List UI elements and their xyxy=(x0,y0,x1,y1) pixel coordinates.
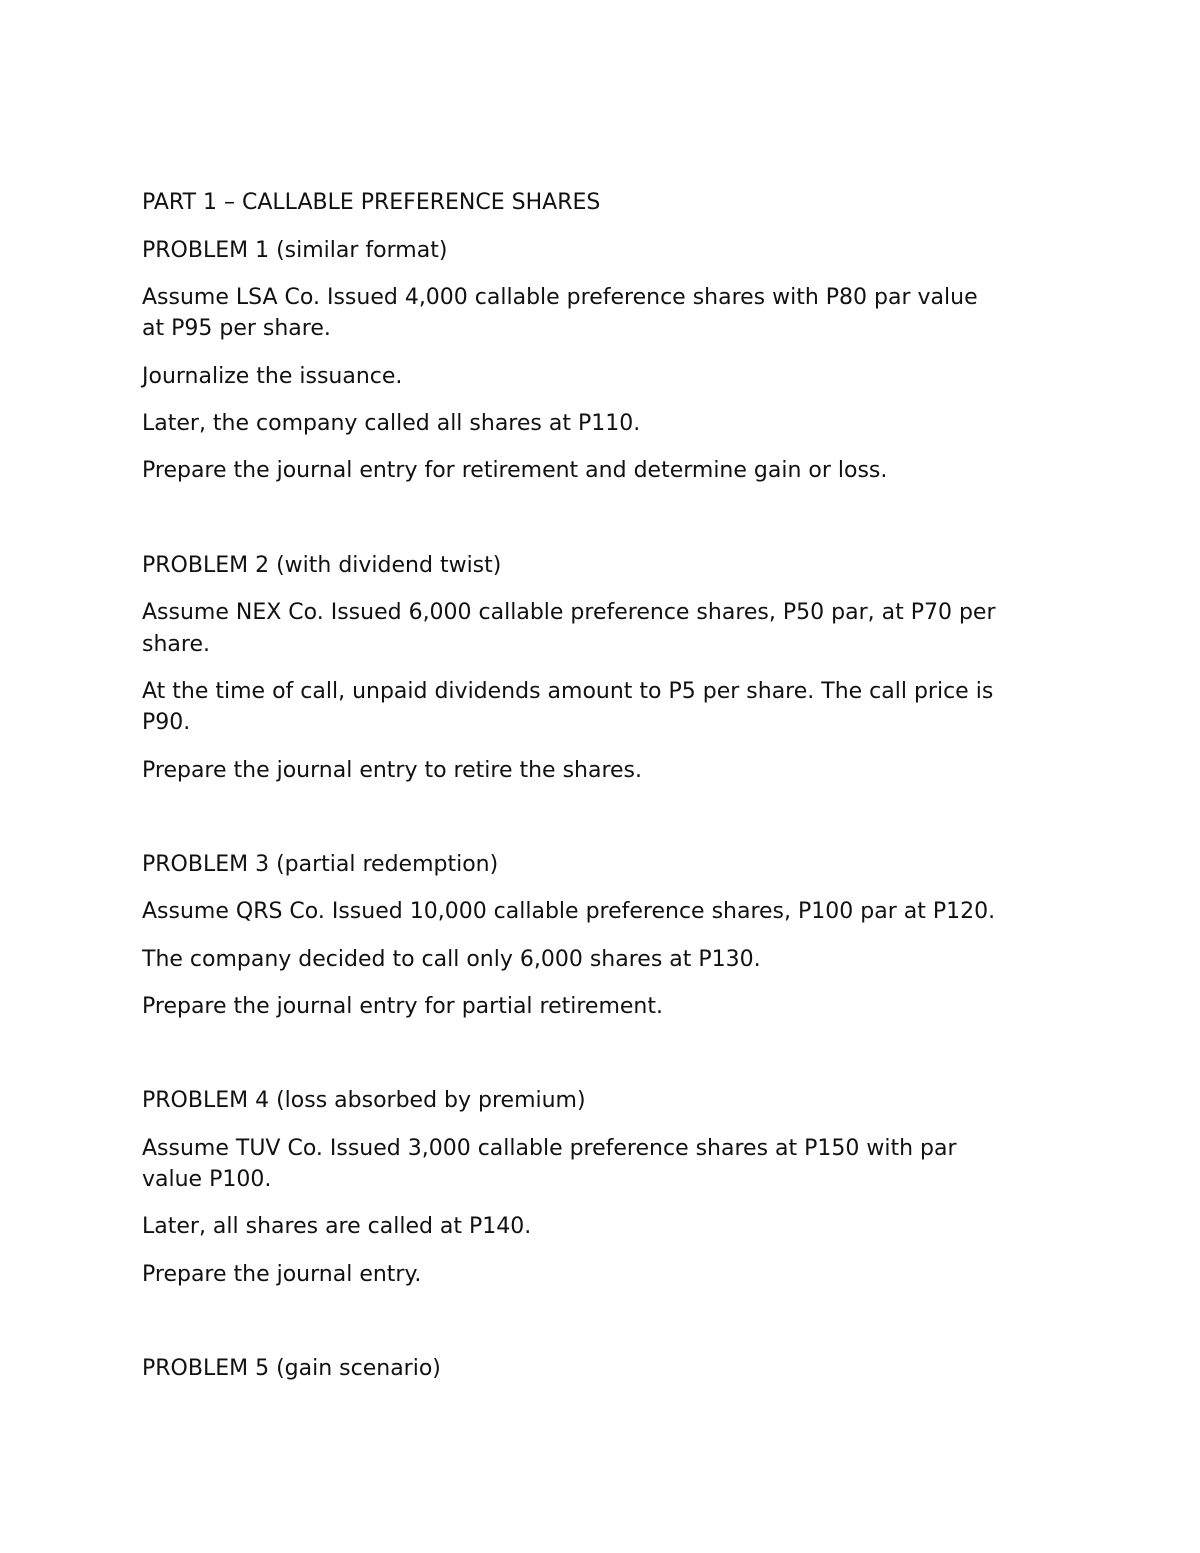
problem-1-paragraph-4: Prepare the journal entry for retirement and determine gain or loss. xyxy=(142,458,888,483)
problem-5-heading: PROBLEM 5 (gain scenario) xyxy=(142,1356,441,1381)
problem-2-paragraph-3: Prepare the journal entry to retire the shares. xyxy=(142,758,643,783)
problem-2-paragraph-2-line-2: P90. xyxy=(142,710,191,735)
problem-3-paragraph-2: The company decided to call only 6,000 shares at P130. xyxy=(142,947,761,972)
problem-2-paragraph-2-line-1: At the time of call, unpaid dividends amount to P5 per share. The call price is xyxy=(142,679,994,704)
problem-3-paragraph-1: Assume QRS Co. Issued 10,000 callable preference shares, P100 par at P120. xyxy=(142,899,996,924)
problem-2-heading: PROBLEM 2 (with dividend twist) xyxy=(142,553,502,578)
problem-4-heading: PROBLEM 4 (loss absorbed by premium) xyxy=(142,1088,586,1113)
problem-4-paragraph-1-line-2: value P100. xyxy=(142,1167,272,1192)
problem-3-heading: PROBLEM 3 (partial redemption) xyxy=(142,852,499,877)
problem-2-paragraph-1-line-1: Assume NEX Co. Issued 6,000 callable preference shares, P50 par, at P70 per xyxy=(142,600,996,625)
problem-4-paragraph-2: Later, all shares are called at P140. xyxy=(142,1214,532,1239)
problem-4-paragraph-1-line-1: Assume TUV Co. Issued 3,000 callable preference shares at P150 with par xyxy=(142,1136,957,1161)
problem-1-paragraph-1-line-2: at P95 per share. xyxy=(142,316,331,341)
problem-2-paragraph-1-line-2: share. xyxy=(142,632,210,657)
problem-1-paragraph-1-line-1: Assume LSA Co. Issued 4,000 callable preference shares with P80 par value xyxy=(142,285,978,310)
part-title: PART 1 – CALLABLE PREFERENCE SHARES xyxy=(142,190,601,215)
problem-3-paragraph-3: Prepare the journal entry for partial retirement. xyxy=(142,994,663,1019)
problem-1-paragraph-3: Later, the company called all shares at P110. xyxy=(142,411,641,436)
problem-4-paragraph-3: Prepare the journal entry. xyxy=(142,1262,422,1287)
problem-1-heading: PROBLEM 1 (similar format) xyxy=(142,238,448,263)
problem-1-paragraph-2: Journalize the issuance. xyxy=(142,364,403,389)
